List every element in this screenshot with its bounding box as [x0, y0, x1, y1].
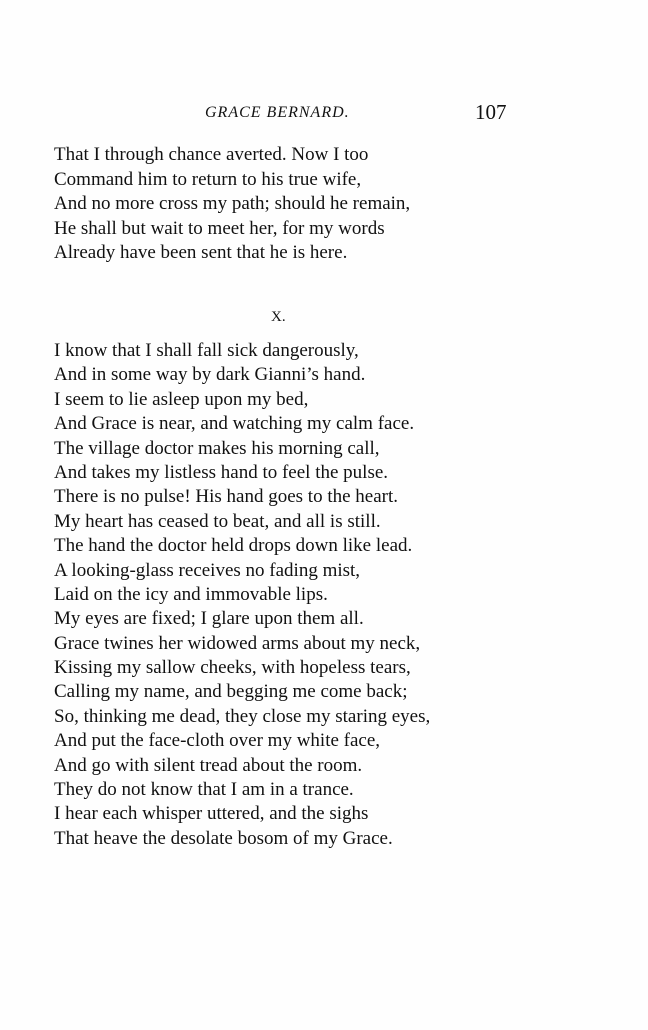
verse-line: Kissing my sallow cheeks, with hopeless tears,: [54, 657, 411, 679]
verse-line: That I through chance averted. Now I too: [54, 144, 369, 165]
verse-line: He shall but wait to meet her, for my words: [54, 217, 385, 239]
verse-line: Already have been sent that he is here.: [54, 242, 348, 263]
verse-line: And go with silent tread about the room.: [54, 754, 363, 776]
verse-line: Grace twines her widowed arms about my neck,: [54, 632, 421, 654]
verse-line: Calling my name, and begging me come back;: [54, 681, 408, 703]
running-head: GRACE BERNARD.: [205, 104, 350, 121]
verse-line: The hand the doctor held drops down like lead.: [54, 535, 413, 557]
verse-line: I seem to lie asleep upon my bed,: [54, 388, 309, 410]
verse-line: So, thinking me dead, they close my staring eyes,: [54, 705, 431, 727]
verse-line: And no more cross my path; should he remain,: [54, 193, 411, 214]
stanza-1: [54, 143, 410, 266]
verse-line: I hear each whisper uttered, and the sighs: [54, 803, 369, 825]
section-numeral: X.: [271, 309, 286, 325]
verse-line: And Grace is near, and watching my calm face.: [54, 413, 415, 435]
verse-line: They do not know that I am in a trance.: [54, 779, 354, 801]
verse-line: Laid on the icy and immovable lips.: [54, 583, 328, 605]
verse-line: And takes my listless hand to feel the pulse.: [54, 461, 389, 483]
verse-line: And in some way by dark Gianni’s hand.: [54, 364, 366, 386]
verse-line: A looking-glass receives no fading mist,: [54, 559, 361, 581]
page-number: 107: [475, 100, 507, 124]
stanza-2: [54, 339, 430, 851]
verse-line: My heart has ceased to beat, and all is still.: [54, 510, 381, 532]
verse-line: The village doctor makes his morning call,: [54, 437, 380, 459]
verse-line: That heave the desolate bosom of my Grace.: [54, 827, 393, 849]
verse-line: I know that I shall fall sick dangerously,: [54, 340, 359, 361]
verse-line: My eyes are fixed; I glare upon them all.: [54, 608, 364, 630]
verse-line: There is no pulse! His hand goes to the heart.: [54, 486, 399, 508]
verse-line: Command him to return to his true wife,: [54, 168, 362, 190]
verse-line: And put the face-cloth over my white face,: [54, 730, 381, 752]
